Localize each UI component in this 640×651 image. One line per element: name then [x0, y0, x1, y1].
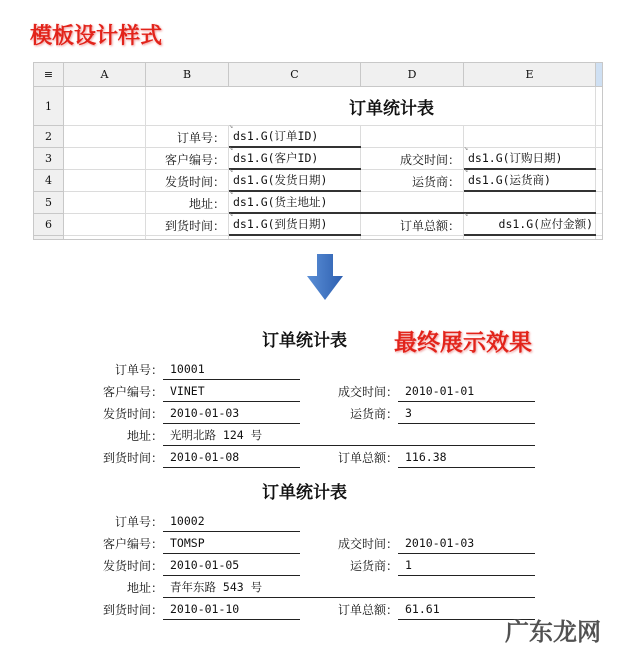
report-label-ship-date: 发货时间： [102, 559, 163, 573]
report-value-order-id: 10002 [163, 513, 300, 532]
label-cell-ship-date[interactable]: 发货时间： [164, 174, 225, 189]
row-header-5[interactable]: 5 [34, 192, 64, 214]
label-cell-customer[interactable]: 客户编号： [164, 152, 225, 167]
template-design-heading: 模板设计样式 [30, 24, 163, 49]
report-value-customer: VINET [163, 383, 300, 402]
report-label-ship-date: 发货时间： [102, 407, 163, 421]
formula-cell-shipper[interactable]: ↘ ds1.G(运货商) [464, 170, 596, 192]
label-cell-shipper[interactable]: 运货商： [411, 174, 460, 189]
report-value-total: 116.38 [398, 449, 535, 468]
final-result-heading: 最终展示效果 [394, 330, 532, 356]
watermark-logo: 广东龙网 [505, 618, 601, 646]
column-header-b[interactable]: B [146, 63, 229, 87]
report-label-deal-time: 成交时间： [337, 385, 398, 399]
report-value-deal-time: 2010-01-01 [398, 383, 535, 402]
row-header-4[interactable]: 4 [34, 170, 64, 192]
report-label-deal-time: 成交时间： [337, 537, 398, 551]
column-header-f[interactable] [596, 63, 603, 87]
formula-cell-total[interactable]: ↘ ds1.G(应付金额) [464, 214, 596, 236]
report-label-address: 地址： [126, 581, 163, 595]
label-cell-deal-time[interactable]: 成交时间： [399, 152, 460, 167]
report-label-total: 订单总额： [337, 603, 398, 617]
label-cell-order-id[interactable]: 订单号： [176, 130, 225, 145]
row-header-3[interactable]: 3 [34, 148, 64, 170]
report-value-address: 青年东路 543 号 [163, 579, 535, 598]
column-header-e[interactable]: E [464, 63, 596, 87]
formula-cell-customer[interactable]: ↘ ds1.G(客户ID) [229, 148, 361, 170]
row-header-2[interactable]: 2 [34, 126, 64, 148]
report-label-order-id: 订单号： [114, 515, 163, 529]
arrow-down-icon [305, 252, 345, 302]
column-header-a[interactable]: A [64, 63, 146, 87]
select-all-corner[interactable]: ≡ [34, 63, 64, 87]
column-header-d[interactable]: D [361, 63, 464, 87]
report-label-arrive-date: 到货时间： [102, 603, 163, 617]
row-header-7[interactable] [34, 236, 64, 240]
report-value-address: 光明北路 124 号 [163, 427, 535, 446]
report-value-arrive-date: 2010-01-08 [163, 449, 300, 468]
report-label-order-id: 订单号： [114, 363, 163, 377]
sheet-title-cell[interactable]: 订单统计表 [349, 99, 434, 119]
report-label-arrive-date: 到货时间： [102, 451, 163, 465]
formula-cell-deal-time[interactable]: ↘ ds1.G(订购日期) [464, 148, 596, 170]
spreadsheet-template [33, 62, 603, 240]
report-value-shipper: 3 [398, 405, 535, 424]
report-value-total: 61.61 [398, 601, 535, 620]
report-value-order-id: 10001 [163, 361, 300, 380]
report-label-shipper: 运货商： [349, 407, 398, 421]
report-title: 订单统计表 [262, 483, 347, 503]
report-label-shipper: 运货商： [349, 559, 398, 573]
label-cell-total[interactable]: 订单总额： [399, 218, 460, 233]
formula-cell-address[interactable]: ↘ ds1.G(货主地址) [229, 192, 596, 214]
report-label-address: 地址： [126, 429, 163, 443]
report-value-customer: TOMSP [163, 535, 300, 554]
formula-cell-arrive-date[interactable]: ↘ ds1.G(到货日期) [229, 214, 361, 236]
label-cell-arrive-date[interactable]: 到货时间： [164, 218, 225, 233]
report-value-arrive-date: 2010-01-10 [163, 601, 300, 620]
row-header-6[interactable]: 6 [34, 214, 64, 236]
report-label-customer: 客户编号： [102, 385, 163, 399]
report-value-shipper: 1 [398, 557, 535, 576]
report-label-total: 订单总额： [337, 451, 398, 465]
label-cell-address[interactable]: 地址： [188, 196, 225, 211]
row-header-1[interactable]: 1 [34, 87, 64, 126]
report-title: 订单统计表 [262, 331, 347, 351]
column-header-c[interactable]: C [229, 63, 361, 87]
formula-cell-ship-date[interactable]: ↘ ds1.G(发货日期) [229, 170, 361, 192]
report-value-deal-time: 2010-01-03 [398, 535, 535, 554]
report-value-ship-date: 2010-01-03 [163, 405, 300, 424]
formula-cell-order-id[interactable]: ↘ ds1.G(订单ID) [229, 126, 361, 148]
report-value-ship-date: 2010-01-05 [163, 557, 300, 576]
report-label-customer: 客户编号： [102, 537, 163, 551]
